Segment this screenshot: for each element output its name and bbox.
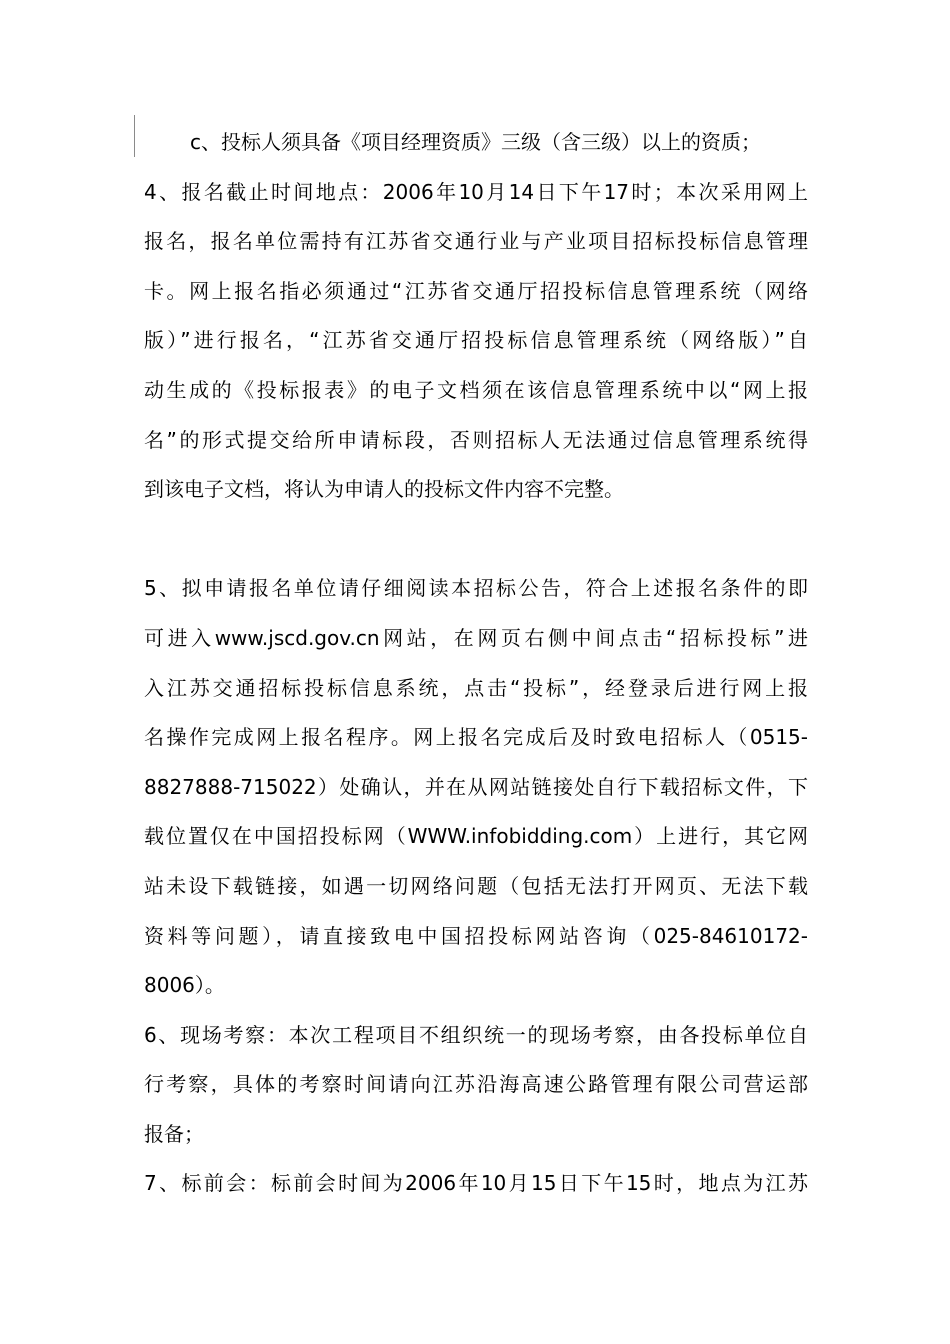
text-line: 资料等问题），请直接致电中国招投标网站咨询（025-84610172- (144, 923, 808, 948)
text-line: 入江苏交通招标投标信息系统，点击“投标”，经登录后进行网上报 (144, 675, 808, 700)
text-line: 动生成的《投标报表》的电子文档须在该信息管理系统中以“网上报 (144, 377, 808, 402)
text-line: 报备； (144, 1121, 204, 1146)
text-line-item-6: 6、现场考察：本次工程项目不组织统一的现场考察，由各投标单位自 (144, 1022, 808, 1047)
text-line: 行考察，具体的考察时间请向江苏沿海高速公路管理有限公司营运部 (144, 1072, 808, 1097)
document-body (144, 118, 808, 1209)
text-line-item-5: 5、拟申请报名单位请仔细阅读本招标公告，符合上述报名条件的即 (144, 576, 808, 601)
text-line: 载位置仅在中国招投标网（WWW.infobidding.com）上进行，其它网 (144, 824, 808, 849)
text-line-item-4: 4、报名截止时间地点：2006年10月14日下午17时；本次采用网上 (144, 179, 808, 204)
text-line: 版）”进行报名，“江苏省交通厅招投标信息管理系统（网络版）”自 (144, 328, 808, 353)
text-line: 站未设下载链接，如遇一切网络问题（包括无法打开网页、无法下载 (144, 873, 808, 898)
text-line: 到该电子文档，将认为申请人的投标文件内容不完整。 (144, 477, 624, 502)
text-line: 名操作完成网上报名程序。网上报名完成后及时致电招标人（0515- (144, 725, 808, 750)
text-line-c-qualification: c、投标人须具备《项目经理资质》三级（含三级）以上的资质； (190, 130, 761, 154)
text-line: 名”的形式提交给所申请标段，否则招标人无法通过信息管理系统得 (144, 427, 808, 452)
text-line: 8827888-715022）处确认，并在从网站链接处自行下载招标文件，下 (144, 774, 808, 799)
text-line-item-7: 7、标前会：标前会时间为2006年10月15日下午15时，地点为江苏 (144, 1171, 808, 1196)
text-line: 报名，报名单位需持有江苏省交通行业与产业项目招标投标信息管理 (144, 229, 808, 254)
text-line: 8006）。 (144, 973, 225, 998)
paragraph-gap (144, 515, 808, 565)
text-cursor-marker (134, 115, 135, 157)
text-line: 可进入www.jscd.gov.cn网站，在网页右侧中间点击“招标投标”进 (144, 625, 808, 650)
text-line: 卡。网上报名指必须通过“江苏省交通厅招投标信息管理系统（网络 (144, 278, 808, 303)
